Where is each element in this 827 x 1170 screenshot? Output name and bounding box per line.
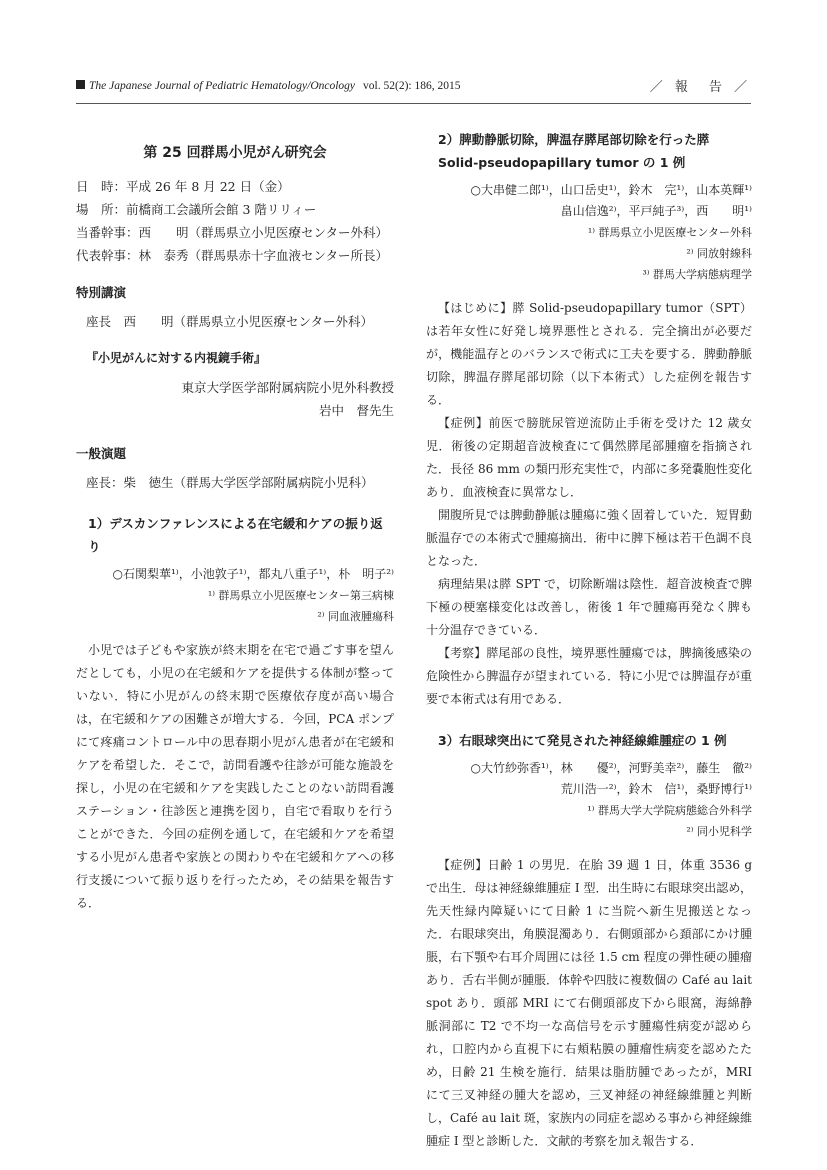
paper-2-intro: 【はじめに】膵 Solid-pseudopapillary tumor（SPT）は若年女性に好発し境界悪性とされる．完全摘出が必要だが，機能温存とのバランスで術式に工夫を要する．脾動静脈切除，脾温存膵尾部切除（以下本術式）した症例を報告する． (426, 301, 752, 407)
left-column (76, 128, 394, 915)
paper-1-body: 小児では子どもや家族が終末期を在宅で過ごす事を望んだとしても，小児の在宅緩和ケアを提供する体制が整っていない．特に小児がんの終末期で医療依存度が高い場合は，在宅緩和ケアの困難さが増大する．今回，PCA ポンプにて疼痛コントロール中の思春期小児がん患者が在宅緩和ケアを希望した．そこで，訪問看護や往診が可能な施設を探し，小児の在宅緩和ケアを実践したことのない訪問看護ステーション・往診医と連携を図り，自宅で看取りを行うことができた．今回の症例を通して，在宅緩和ケアを希望する小児がん患者や家族との関わりや在宅緩和ケアへの移行支援について振り返りを行ったため，その結果を報告する． (76, 643, 394, 910)
paper-2-authors-line-2: 畠山信逸²⁾，平戸純子³⁾，西 明¹⁾ (560, 204, 752, 218)
paper-1-affil-2: ²⁾ 同血液腫瘍科 (317, 610, 394, 623)
paper-2-discussion: 【考察】膵尾部の良性，境界悪性腫瘍では，脾摘後感染の危険性から脾温存が望まれている．特に小児では脾温存が重要で本術式は有用である． (426, 646, 752, 706)
paper-3-affil-1: ¹⁾ 群馬大学大学院病態総合外科学 (587, 804, 752, 817)
paper-2-authors-line-1: ○大串健二郎¹⁾，山口岳史¹⁾，鈴木 完¹⁾，山本英輝¹⁾ (470, 183, 752, 197)
journal-header (76, 78, 751, 98)
right-column (426, 128, 752, 1153)
general-heading: 一般演題 (76, 446, 127, 461)
paper-3-authors-line-2: 荒川浩一²⁾，鈴木 信¹⁾，桑野博行¹⁾ (560, 782, 752, 796)
paper-1-affil-1: ¹⁾ 群馬県立小児医療センター第三病棟 (207, 589, 394, 602)
meeting-place: 場 所：前橋商工会議所会館 3 階リリィー (76, 202, 317, 217)
paper-2-title: 2）脾動静脈切除，脾温存膵尾部切除を行った膵 Solid-pseudopapillary tumor の 1 例 (438, 132, 710, 170)
paper-3-affil-2: ²⁾ 同小児科学 (686, 825, 752, 838)
paper-2-affil-1: ¹⁾ 群馬県立小児医療センター外科 (587, 226, 752, 239)
paper-2-affil-3: ³⁾ 群馬大学病態病理学 (642, 268, 752, 281)
meeting-representative: 代表幹事：林 泰秀（群馬県赤十字血液センター所長） (76, 248, 389, 263)
journal-volume: vol. 52(2): 186, 2015 (363, 80, 461, 92)
journal-name: The Japanese Journal of Pediatric Hematology/Oncology (89, 80, 356, 92)
meeting-info (76, 175, 394, 267)
paper-3-title: 3）右眼球突出にて発見された神経線維腫症の 1 例 (438, 733, 727, 748)
section-tag: ／ 報 告 ／ (649, 80, 751, 95)
speaker-affiliation: 東京大学医学部附属病院小児外科教授 (181, 380, 394, 395)
header-rule (76, 103, 751, 104)
paper-3-body: 【症例】日齢 1 の男児．在胎 39 週 1 日，体重 3536 g で出生．母は神経線維腫症 I 型．出生時に右眼球突出認め，先天性緑内障疑いにて日齢 1 に当院へ新生児搬送となった．右眼球突出，角膜混濁あり．右側頭部から頚部にかけ腫脹，右下顎や右耳介周囲には径 1.5 cm 程度の弾性硬の腫瘤あり．舌右半側が腫脹．体幹や四肢に複数個の Café au lait spot あり．頭部 MRI にて右側頭部皮下から眼窩，海綿静脈洞部に T2 で不均一な高信号を示す腫瘍性病変が認められ，口腔内から直視下に右頬粘膜の腫瘤性病変を認めたため，日齢 21 生検を施行．結果は脂肪腫であったが，MRI にて三叉神経の腫大を認め，三叉神経の神経線維腫と判断し，Café au lait 斑，家族内の同症を認める事から神経線維腫症 I 型と診断した．文献的考察を加え報告する． (426, 858, 752, 1148)
special-lecture-heading: 特別講演 (76, 285, 127, 300)
paper-1-title: 1）デスカンファレンスによる在宅緩和ケアの振り返り (88, 516, 383, 554)
special-lecture-chair: 座長 西 明（群馬県立小児医療センター外科） (86, 314, 374, 329)
paper-2-pathology: 病理結果は膵 SPT で，切除断端は陰性．超音波検査で脾下極の梗塞様変化は改善し，術後 1 年で腫瘍再発なく脾も十分温存できている． (426, 577, 752, 637)
general-chair: 座長：柴 徳生（群馬大学医学部附属病院小児科） (86, 475, 374, 490)
paper-2-affil-2: ²⁾ 同放射線科 (686, 247, 752, 260)
paper-1-authors: ○石関梨華¹⁾，小池敦子¹⁾，都丸八重子¹⁾，朴 明子²⁾ (112, 567, 394, 581)
paper-2-case: 【症例】前医で膀胱尿管逆流防止手術を受けた 12 歳女児．術後の定期超音波検査にて偶然膵尾部腫瘤を指摘された．長径 86 mm の類円形充実性で，内部に多発嚢胞性変化あり．血液検査に異常なし． (426, 416, 752, 499)
meeting-date: 日 時：平成 26 年 8 月 22 日（金） (76, 179, 290, 194)
meeting-title: 第 25 回群馬小児がん研究会 (143, 145, 327, 161)
paper-2-surgery: 開腹所見では脾動静脈は腫瘍に強く固着していた．短胃動脈温存での本術式で腫瘍摘出．術中に脾下極は若干色調不良となった． (426, 508, 752, 568)
lecture-title: 『小児がんに対する内視鏡手術』 (86, 351, 267, 365)
speaker-name: 岩中 督先生 (318, 403, 394, 418)
square-icon (76, 80, 85, 89)
meeting-host: 当番幹事：西 明（群馬県立小児医療センター外科） (76, 225, 389, 240)
paper-3-authors-line-1: ○大竹紗弥香¹⁾，林 優²⁾，河野美幸²⁾，藤生 徹²⁾ (470, 761, 752, 775)
